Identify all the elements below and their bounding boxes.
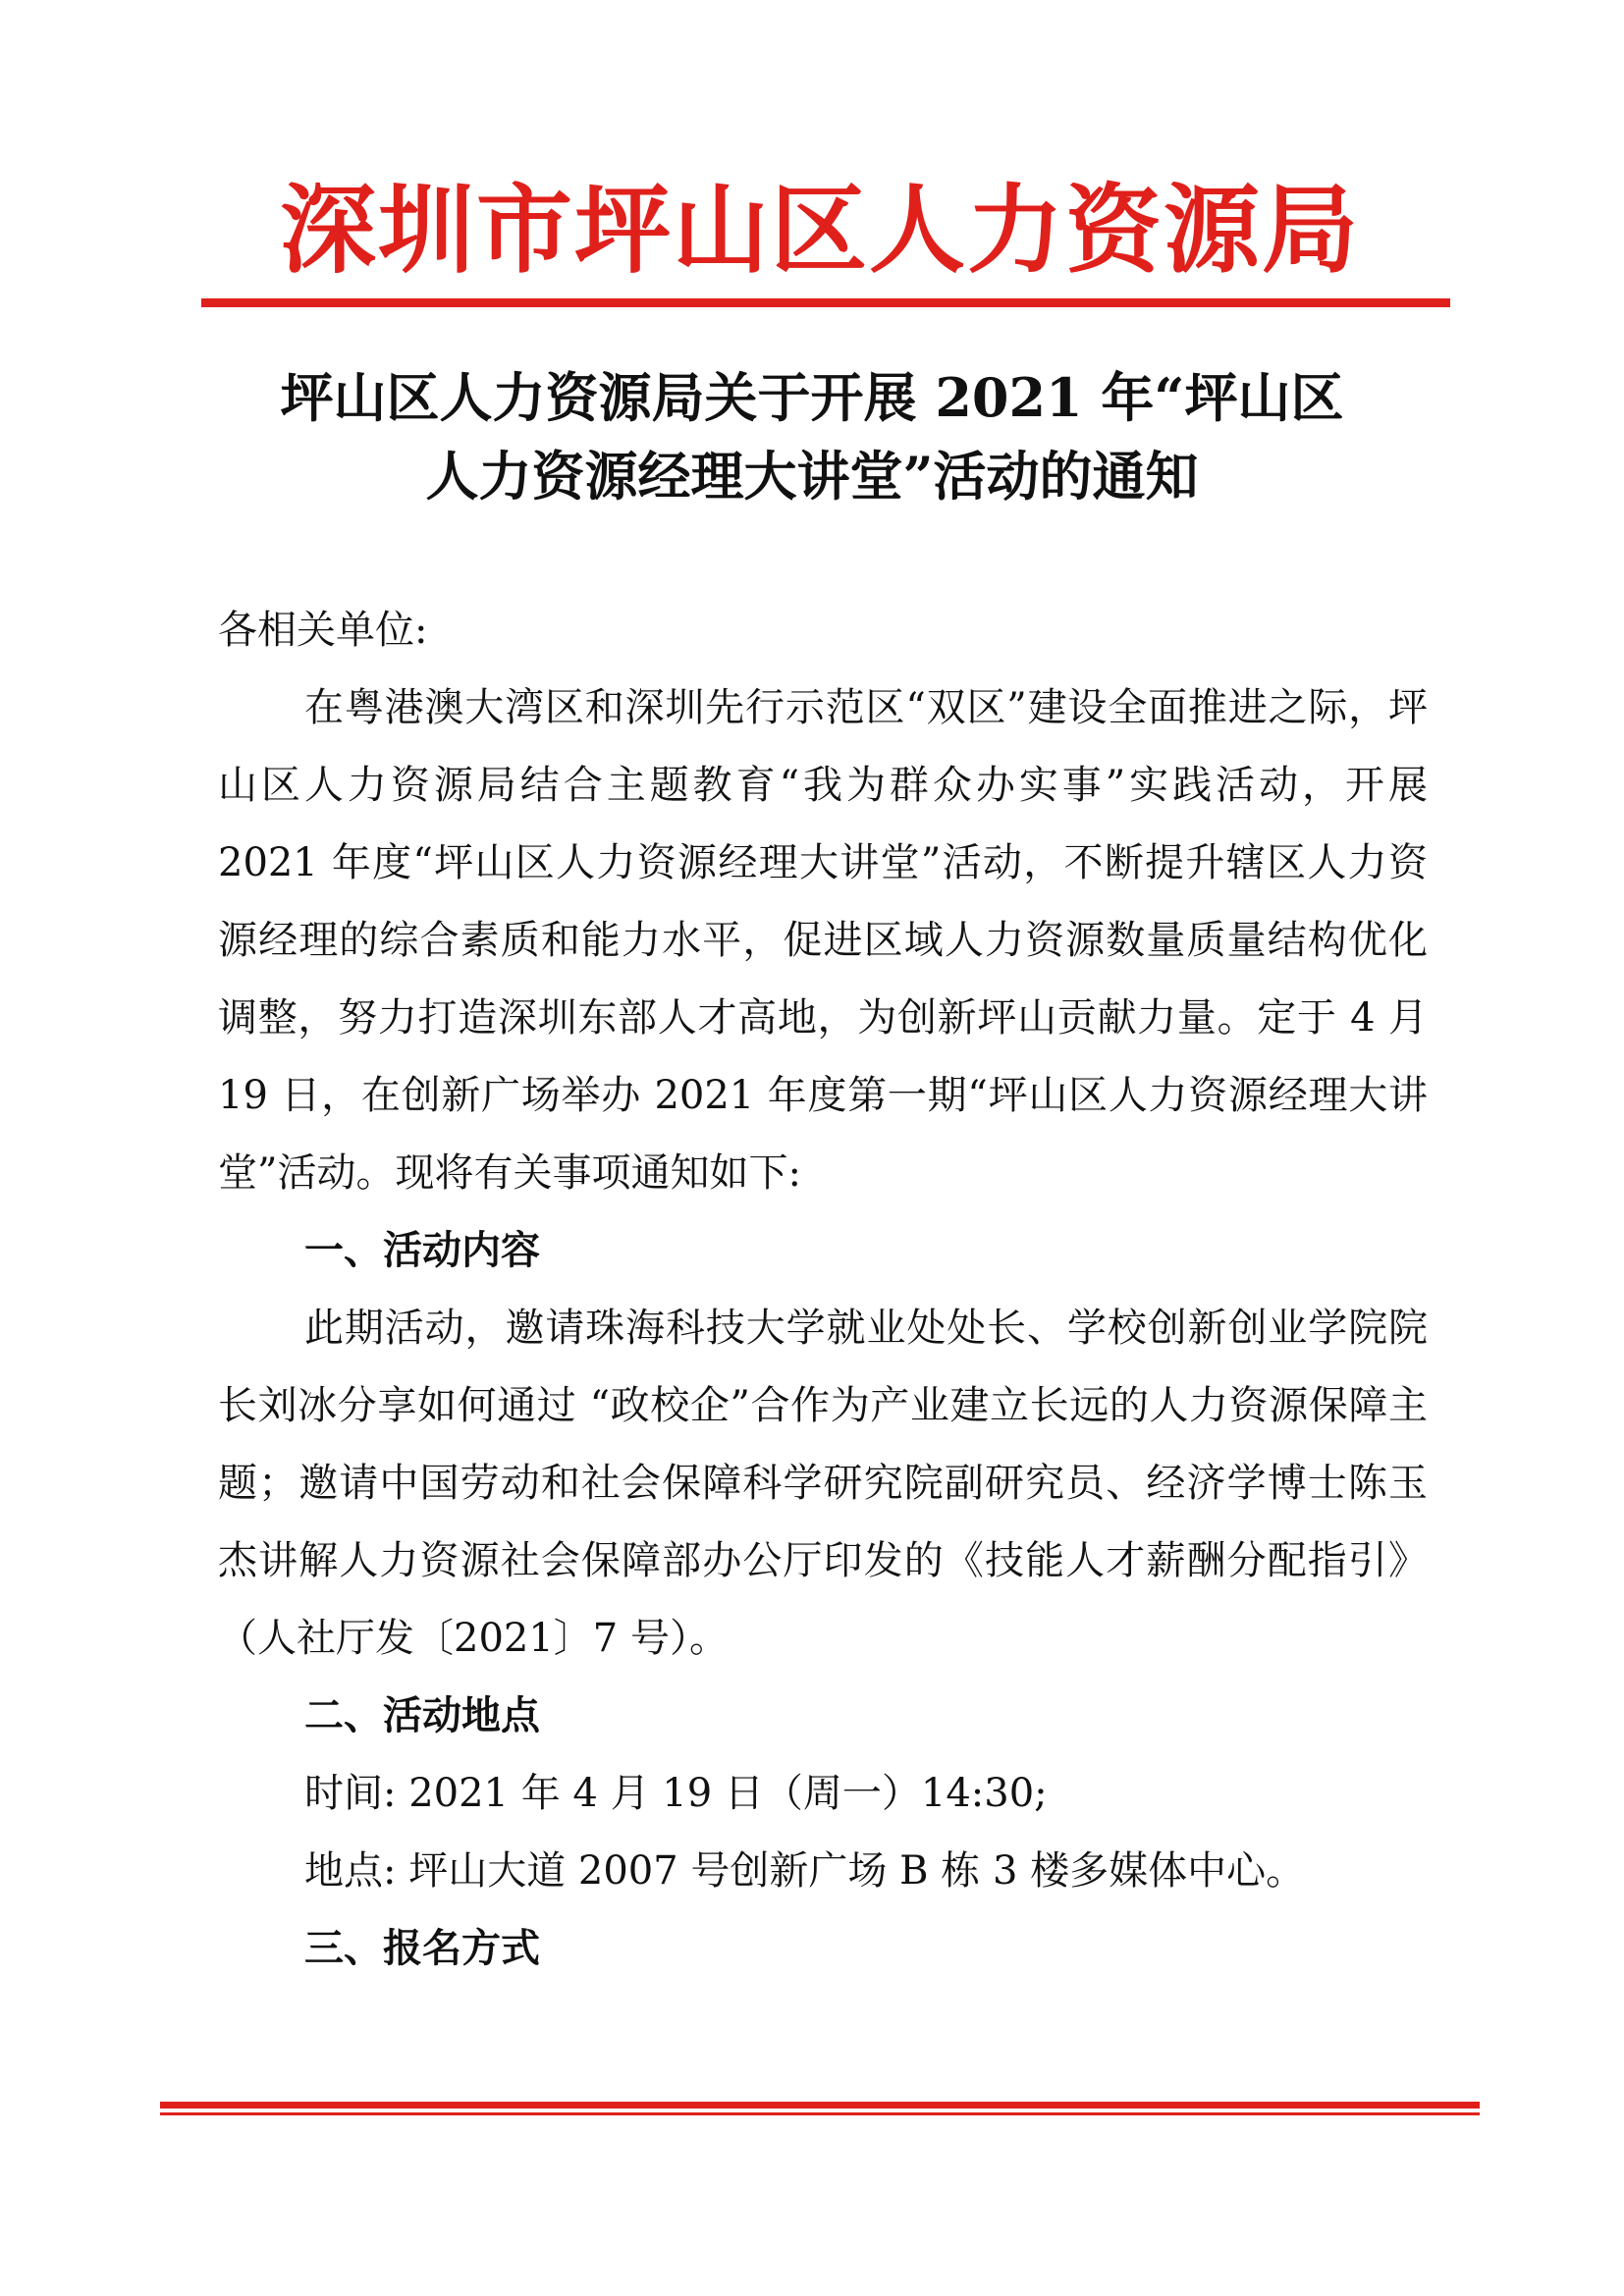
document-title <box>196 358 1428 515</box>
section-2-heading: 二、活动地点 <box>304 1693 540 1738</box>
footer-red-rule-thick <box>160 2102 1480 2109</box>
section-3-heading: 三、报名方式 <box>304 1926 540 1971</box>
salutation: 各相关单位: <box>218 608 428 653</box>
title-line-2: 人力资源经理大讲堂”活动的通知 <box>425 445 1199 507</box>
document-body <box>218 592 1428 1988</box>
section-1-paragraph: 此期活动，邀请珠海科技大学就业处处长、学校创新创业学院院长刘冰分享如何通过 “政校企”合作为产业建立长远的人力资源保障主题；邀请中国劳动和社会保障科学研究院副研究员、经济学博士陈玉杰讲解人力资源社会保障部办公厅印发的《技能人才薪酬分配指引》（人社厅发〔2021〕7 号）。 <box>218 1306 1428 1661</box>
organization-header <box>201 172 1438 290</box>
organization-name: 深圳市坪山区人力资源局 <box>279 174 1360 287</box>
event-time: 时间: 2021 年 4 月 19 日（周一）14:30; <box>304 1771 1048 1816</box>
intro-paragraph: 在粤港澳大湾区和深圳先行示范区“双区”建设全面推进之际，坪山区人力资源局结合主题教育“我为群众办实事”实践活动，开展 2021 年度“坪山区人力资源经理大讲堂”活动，不断提升辖区人力资源经理的综合素质和能力水平，促进区域人力资源数量质量结构优化调整，努力打造深圳东部人才高地，为创新坪山贡献力量。定于 4 月 19 日，在创新广场举办 2021 年度第一期“坪山区人力资源经理大讲堂”活动。现将有关事项通知如下: <box>218 685 1428 1196</box>
title-line-1: 坪山区人力资源局关于开展 2021 年“坪山区 <box>280 366 1344 429</box>
header-red-rule <box>201 298 1450 307</box>
event-place: 地点: 坪山大道 2007 号创新广场 B 栋 3 楼多媒体中心。 <box>304 1848 1306 1894</box>
footer-red-rule-thin <box>160 2112 1480 2115</box>
section-1-heading: 一、活动内容 <box>304 1228 540 1273</box>
